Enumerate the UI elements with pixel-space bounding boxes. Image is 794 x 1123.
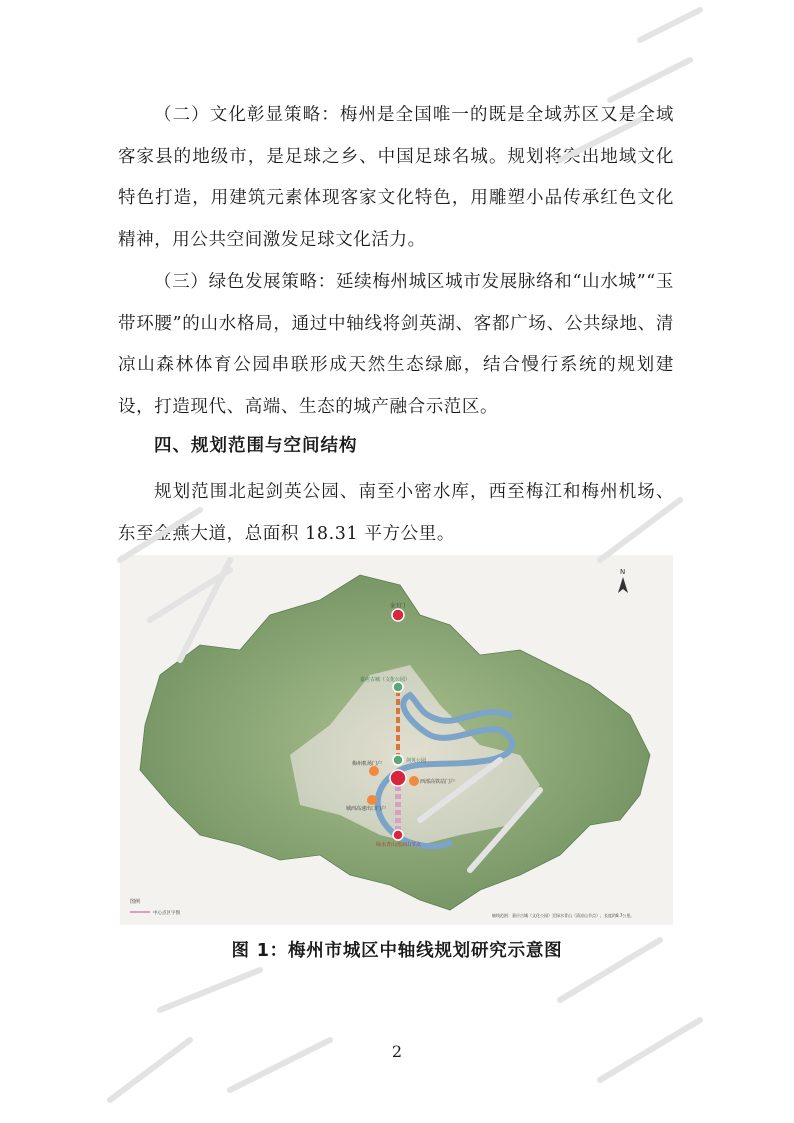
paragraph-culture-strategy: （二）文化彰显策略：梅州是全国唯一的既是全域苏区又是全域客家县的地级市，是足球之乡、中国足球名城。规划将突出地域文化特色打造，用建筑元素体现客家文化特色，用雕塑小品传承红色文化精神，用公共空间激发足球文化活力。 [118,105,674,250]
node-right-1 [409,776,419,786]
label-top: 金玉门 [390,603,406,609]
label-green-2: 剑英公园 [406,758,427,764]
figure-caption: 图 1：梅州市城区中轴线规划研究示意图 [231,941,563,961]
page-number: 2 [391,1042,403,1061]
planning-map-figure [120,555,673,925]
label-bottom: 绿水青山清凉山节点 [376,842,422,848]
paragraph-planning-scope: 规划范围北起剑英公园、南至小密水库，西至梅江和梅州机场、东至金燕大道，总面积 18.31 平方公里。 [118,482,674,544]
legend-title: 图例 [130,899,141,905]
node-left-2 [367,795,377,805]
node-green-2 [393,755,403,765]
label-left-1: 梅州机场门户 [352,761,383,767]
svg-text:N: N [620,568,626,576]
node-green-1 [393,682,403,692]
section-heading: 四、规划范围与空间结构 [154,436,358,456]
axis-note: 轴线范围：嘉应古城（文化公园）至绿水青山（清凉山节点），长度约8.7公里。 [492,913,635,918]
node-left-1 [369,766,379,776]
legend-item: 中心点区字图 [153,911,180,916]
label-left-2: 城西高速出口门户 [346,806,387,812]
node-top [392,609,404,621]
label-green-1: 嘉应古城（文化公园） [360,677,411,683]
paragraph-green-strategy: （三）绿色发展策略：延续梅州城区城市发展脉络和“山水城”“玉带环腰”的山水格局，通过中轴线将剑英湖、客都广场、公共绿地、清凉山森林体育公园串联形成天然生态绿廊，结合慢行系统的规划建设，打造现代、高端、生态的城产融合示范区。 [118,272,674,417]
planning-map [120,555,673,925]
node-bottom [393,830,403,840]
label-right-1: 西部高铁站门户 [420,779,456,785]
node-center [390,770,406,786]
